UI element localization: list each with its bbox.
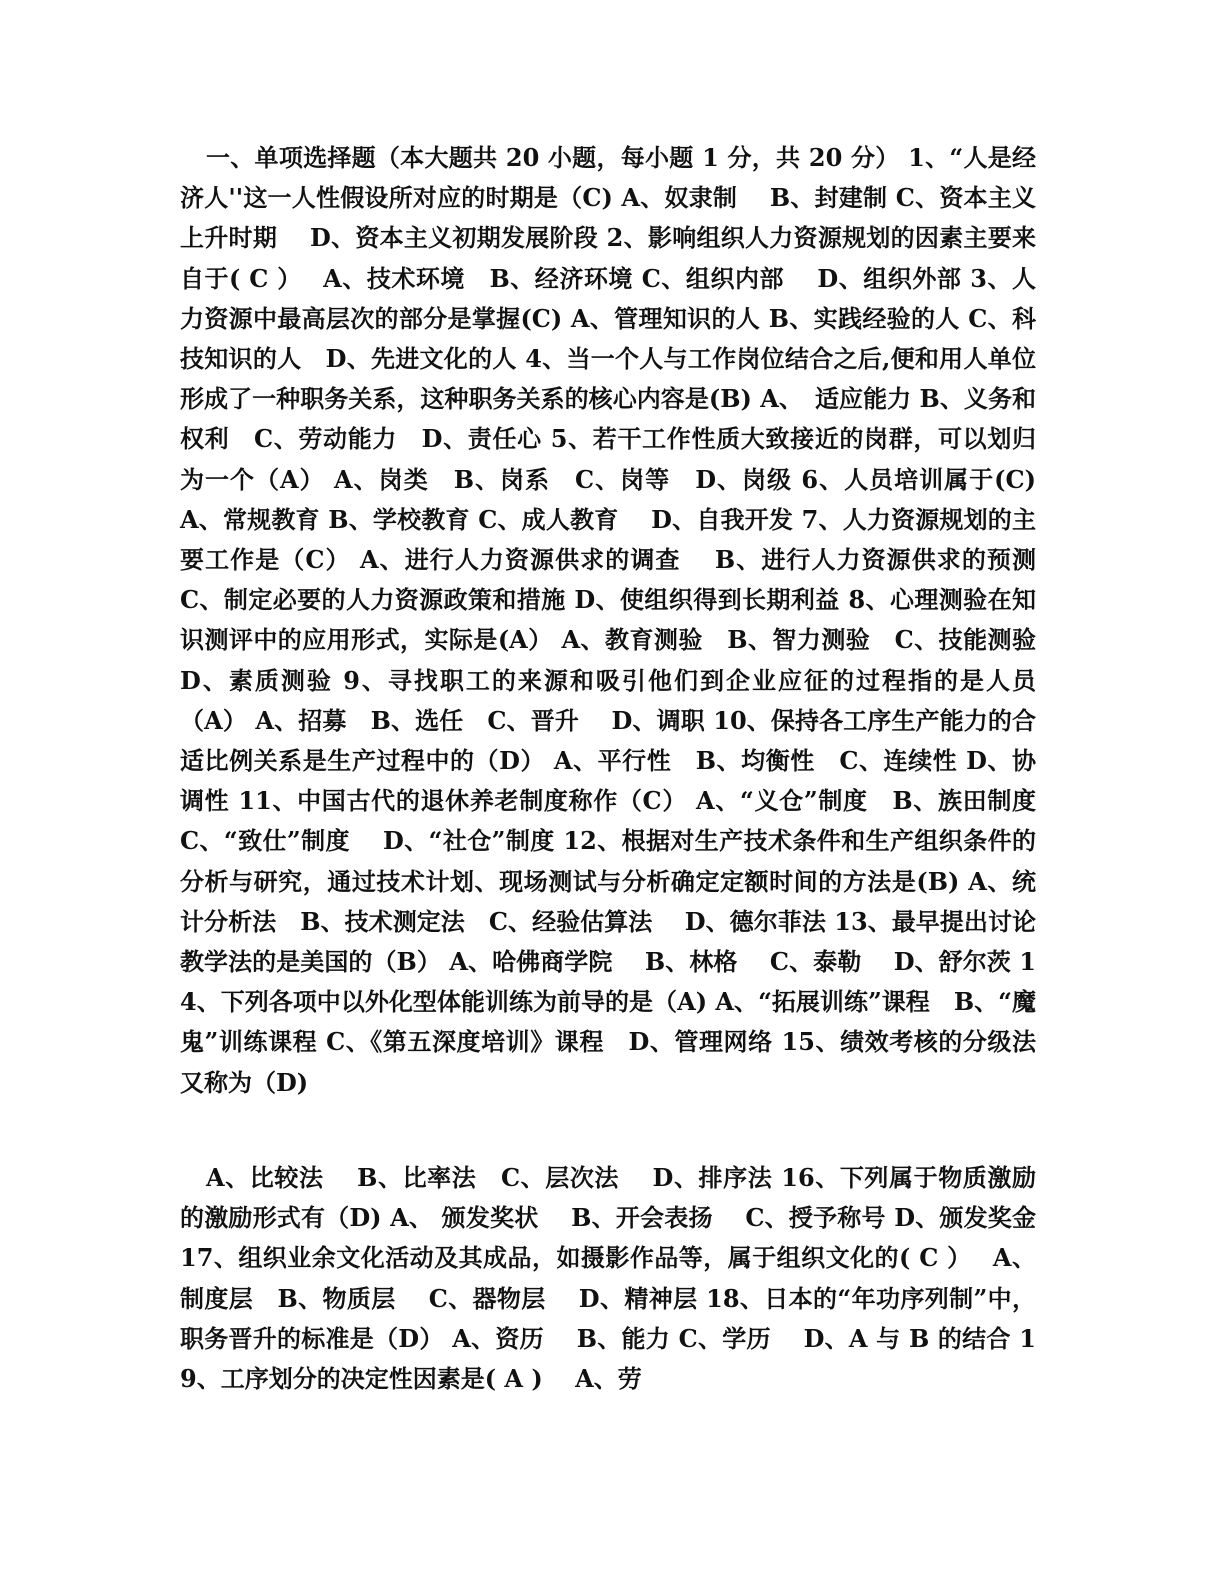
question-paragraph-1: 一、单项选择题（本大题共 20 小题，每小题 1 分，共 20 分） 1、“人是经济人''这一人性假设所对应的时期是（C) A、奴隶制 B、封建制 C、资本主义上升时期 D、资本主义初期发展阶段 2、影响组织人力资源规划的因素主要来自于( C ） A、技术环境 B、经济环境 C、组织内部 D、组织外部 3、人力资源中最高层次的部分是掌握(C) A、管理知识的人 B、实践经验的人 C、科技知识的人 D、先进文化的人 4、当一个人与工作岗位结合之后,便和用人单位形成了一种职务关系，这种职务关系的核心内容是(B) A、 适应能力 B、义务和权利 C、劳动能力 D、责任心 5、若干工作性质大致接近的岗群，可以划归为一个（A） A、岗类 B、岗系 C、岗等 D、岗级 6、人员培训属于(C) A、常规教育 B、学校教育 C、成人教育 D、自我开发 7、人力资源规划的主要工作是（C） A、进行人力资源供求的调查 B、进行人力资源供求的预测 C、制定必要的人力资源政策和措施 D、使组织得到长期利益 8、心理测验在知识测评中的应用形式，实际是(A） A、教育测验 B、智力测验 C、技能测验 D、素质测验 9、寻找职工的来源和吸引他们到企业应征的过程指的是人员（A） A、招募 B、选任 C、晋升 D、调职 10、保持各工序生产能力的合适比例关系是生产过程中的（D） A、平行性 B、均衡性 C、连续性 D、协调性 11、中国古代的退休养老制度称作（C） A、“义仓”制度 B、族田制度 C、“致仕”制度 D、“社仓”制度 12、根据对生产技术条件和生产组织条件的分析与研究，通过技术计划、现场测试与分析确定定额时间的方法是(B) A、统计分析法 B、技术测定法 C、经验估算法 D、德尔菲法 13、最早提出讨论教学法的是美国的（B） A、哈佛商学院 B、林格 C、泰勒 D、舒尔茨 14、下列各项中以外化型体能训练为前导的是（A) A、“拓展训练”课程 B、“魔鬼”训练课程 C、《第五深度培训》课程 D、管理网络 15、绩效考核的分级法又称为（D) [180, 143, 1060, 1097]
question-paragraph-2: A、比较法 B、比率法 C、层次法 D、排序法 16、下列属于物质激励的激励形式有（D) A、 颁发奖状 B、开会表扬 C、授予称号 D、颁发奖金 17、组织业余文化活动及其成品，如摄影作品等，属于组织文化的( C ） A、制度层 B、物质层 C、器物层 D、精神层 18、日本的“年功序列制”中，职务晋升的标准是（D） A、资历 B、能力 C、学历 D、A 与 B 的结合 19、工序划分的决定性因素是( A ) A、劳 [180, 1163, 1036, 1394]
